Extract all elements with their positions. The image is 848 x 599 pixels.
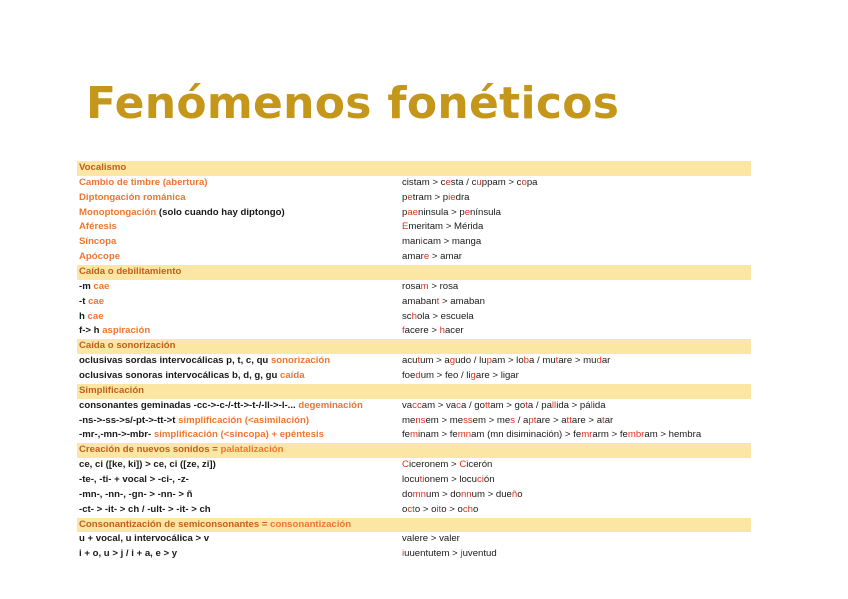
phonetics-table bbox=[77, 161, 751, 562]
left-text-segment: oclusivas sonoras intervocálicas b, d, g, gu bbox=[79, 370, 281, 382]
right-text-segment: ppam > c bbox=[481, 176, 522, 188]
phenomenon-cell bbox=[77, 191, 402, 206]
left-text-segment: h bbox=[79, 310, 88, 322]
left-text-segment: simplificación (<asimilación) bbox=[178, 414, 310, 426]
right-text-segment: h bbox=[439, 325, 445, 337]
right-text-segment: d bbox=[596, 355, 602, 367]
phenomenon-cell bbox=[77, 206, 402, 221]
example-cell bbox=[402, 250, 751, 265]
table-row bbox=[77, 235, 751, 250]
right-text-segment: cam > manga bbox=[422, 236, 482, 248]
left-text-segment: simplificación (<síncopa) + epéntesis bbox=[153, 429, 324, 441]
phenomenon-cell bbox=[77, 488, 402, 503]
phenomenon-cell bbox=[77, 310, 402, 325]
right-text-segment: uventud bbox=[462, 548, 497, 560]
example-cell bbox=[402, 428, 751, 443]
right-text-segment: ola > escuela bbox=[416, 310, 474, 322]
table-row bbox=[77, 399, 751, 414]
left-text-segment: aspiración bbox=[102, 325, 151, 337]
example-cell bbox=[402, 235, 751, 250]
right-text-segment: j bbox=[460, 548, 463, 560]
example-cell bbox=[402, 532, 751, 547]
right-text-segment: a / pa bbox=[527, 399, 552, 411]
right-text-segment: valere > valer bbox=[402, 533, 460, 545]
right-text-segment: sc bbox=[402, 310, 412, 322]
table-row bbox=[77, 547, 751, 562]
right-text-segment: ón bbox=[483, 474, 495, 486]
phenomenon-cell bbox=[77, 503, 402, 518]
right-text-segment: > rosa bbox=[428, 280, 459, 292]
right-text-segment: ns bbox=[415, 414, 426, 426]
example-cell bbox=[402, 399, 751, 414]
left-text-segment: cae bbox=[88, 295, 105, 307]
left-text-segment: Aféresis bbox=[79, 221, 117, 233]
right-text-segment: ar bbox=[604, 414, 614, 426]
right-text-segment: C bbox=[459, 459, 467, 471]
phenomenon-cell bbox=[77, 235, 402, 250]
right-text-segment: > amaban bbox=[439, 295, 485, 307]
right-text-segment: am > go bbox=[490, 399, 526, 411]
left-text-segment: Apócope bbox=[79, 251, 121, 263]
right-text-segment: e bbox=[445, 176, 451, 188]
table-row bbox=[77, 324, 751, 339]
right-text-segment: t bbox=[555, 355, 559, 367]
phenomenon-cell bbox=[77, 547, 405, 562]
left-text-segment: Caída o sonorización bbox=[79, 340, 176, 352]
right-text-segment: tram > p bbox=[412, 191, 449, 203]
left-text-segment: Monoptongación bbox=[79, 206, 157, 218]
right-text-segment: o bbox=[402, 503, 408, 515]
section-header-row bbox=[77, 384, 751, 399]
right-text-segment: p bbox=[486, 355, 492, 367]
right-text-segment: cistam > c bbox=[402, 176, 446, 188]
right-text-segment: e bbox=[407, 191, 413, 203]
phenomenon-cell bbox=[77, 518, 402, 533]
left-text-segment: ce, ci ([ke, ki]) > ce, ci ([ze, zi]) bbox=[79, 459, 216, 471]
phenomenon-cell bbox=[77, 220, 402, 235]
left-text-segment: palatalización bbox=[220, 444, 284, 456]
left-text-segment: u + vocal, u intervocálica > v bbox=[79, 533, 210, 545]
right-text-segment: um > feo / li bbox=[420, 370, 471, 382]
right-text-segment: h bbox=[411, 310, 417, 322]
left-text-segment: -mr-,-mn->-mbr- bbox=[79, 429, 154, 441]
right-text-segment: nn bbox=[460, 488, 472, 500]
left-text-segment: -ns->-ss->s/-pt->-tt->t bbox=[79, 414, 179, 426]
left-text-segment: Vocalismo bbox=[79, 162, 127, 173]
right-text-segment: t bbox=[436, 295, 440, 307]
right-text-segment: are > mu bbox=[558, 355, 597, 367]
table-row bbox=[77, 250, 751, 265]
right-text-segment: locu bbox=[402, 474, 420, 486]
table-row bbox=[77, 414, 751, 429]
phenomenon-cell bbox=[77, 265, 402, 280]
right-text-segment: t bbox=[525, 399, 528, 411]
left-text-segment: Caída o debilitamiento bbox=[79, 266, 182, 278]
right-text-segment: inam > fe bbox=[418, 429, 458, 441]
right-text-segment: u bbox=[476, 176, 482, 188]
left-text-segment: Cambio de timbre (abertura) bbox=[79, 176, 208, 188]
right-text-segment: m bbox=[420, 280, 429, 292]
phenomenon-cell bbox=[77, 473, 402, 488]
section-header-row bbox=[77, 265, 751, 280]
right-text-segment: e bbox=[423, 251, 430, 263]
right-text-segment: c bbox=[456, 399, 461, 411]
left-text-segment: -m bbox=[79, 280, 94, 292]
left-text-segment: Diptongación románica bbox=[79, 191, 186, 203]
section-header-row bbox=[77, 339, 751, 354]
right-text-segment: foe bbox=[402, 370, 416, 382]
right-text-segment: iceronem > bbox=[408, 459, 460, 471]
right-text-segment: udo / lu bbox=[455, 355, 487, 367]
example-cell bbox=[402, 220, 751, 235]
table-row bbox=[77, 369, 751, 384]
right-text-segment: are > a bbox=[571, 414, 603, 426]
phenomenon-cell bbox=[77, 428, 402, 443]
right-text-segment: mbr bbox=[627, 429, 645, 441]
phenomenon-cell bbox=[77, 443, 402, 458]
right-text-segment: b bbox=[523, 355, 529, 367]
table-row bbox=[77, 354, 751, 369]
right-text-segment: ida > pá bbox=[556, 399, 591, 411]
phenomenon-cell bbox=[77, 250, 402, 265]
left-text-segment: -t bbox=[79, 295, 89, 307]
example-cell bbox=[402, 295, 751, 310]
phenomenon-cell bbox=[77, 458, 402, 473]
left-text-segment: i + o, u > j / i + a, e > y bbox=[79, 548, 178, 560]
example-cell bbox=[402, 369, 751, 384]
left-text-segment: (solo cuando hay diptongo) bbox=[156, 206, 285, 218]
right-text-segment: a / mu bbox=[529, 355, 556, 367]
right-text-segment: E bbox=[402, 221, 409, 233]
phenomenon-cell bbox=[77, 354, 402, 369]
table-row bbox=[77, 473, 751, 488]
example-cell bbox=[402, 488, 751, 503]
left-text-segment: caída bbox=[280, 370, 305, 382]
right-text-segment: pt bbox=[528, 414, 537, 426]
right-text-segment: am (mn disiminación) > fe bbox=[471, 429, 582, 441]
right-text-segment: t bbox=[417, 355, 421, 367]
right-text-segment: mn bbox=[457, 429, 472, 441]
left-text-segment: f-> h bbox=[79, 325, 103, 337]
example-cell bbox=[402, 473, 751, 488]
example-cell bbox=[402, 458, 751, 473]
right-text-segment: icerón bbox=[466, 459, 493, 471]
example-cell bbox=[402, 414, 751, 429]
phenomenon-cell bbox=[77, 384, 402, 399]
right-text-segment: nínsula bbox=[470, 206, 501, 218]
right-text-segment: em > me bbox=[425, 414, 464, 426]
left-text-segment: Consonantización de semiconsonantes = bbox=[79, 518, 271, 530]
left-text-segment: -mn-, -nn-, -gn- > -nn- > ñ bbox=[79, 488, 193, 500]
right-text-segment: i bbox=[402, 548, 405, 560]
left-text-segment: Creación de nuevos sonidos = bbox=[79, 444, 221, 456]
table-row bbox=[77, 310, 751, 325]
left-text-segment: sonorización bbox=[270, 355, 331, 367]
phenomenon-cell bbox=[77, 369, 402, 384]
right-text-segment: um > due bbox=[471, 488, 512, 500]
right-text-segment: ci bbox=[476, 474, 484, 486]
right-text-segment: am > hembra bbox=[644, 429, 702, 441]
right-text-segment: ct bbox=[407, 503, 415, 515]
right-text-segment: amar bbox=[402, 251, 424, 263]
right-text-segment: acu bbox=[402, 355, 418, 367]
example-cell bbox=[402, 354, 751, 369]
phenomenon-cell bbox=[77, 414, 402, 429]
phenomenon-cell bbox=[77, 176, 402, 191]
right-text-segment: p bbox=[402, 206, 408, 218]
right-text-segment: am > va bbox=[421, 399, 457, 411]
right-text-segment: ñ bbox=[511, 488, 518, 500]
right-text-segment: ll bbox=[551, 399, 557, 411]
right-text-segment: d bbox=[415, 370, 421, 382]
right-text-segment: em > me bbox=[472, 414, 511, 426]
table-row bbox=[77, 532, 751, 547]
phenomenon-cell bbox=[77, 339, 402, 354]
right-text-segment: acer bbox=[444, 325, 464, 337]
right-text-segment: > amar bbox=[429, 251, 462, 263]
right-text-segment: mn bbox=[412, 488, 426, 500]
example-cell bbox=[402, 280, 751, 295]
page-title: Fenómenos fonéticos bbox=[86, 78, 620, 129]
right-text-segment: ninsula > p bbox=[418, 206, 465, 218]
right-text-segment: tt bbox=[484, 399, 491, 411]
right-text-segment: o bbox=[517, 488, 523, 500]
right-text-segment: ss bbox=[463, 414, 473, 426]
right-text-segment: rosa bbox=[402, 280, 421, 292]
example-cell bbox=[402, 324, 751, 339]
phenomenon-cell bbox=[77, 161, 402, 176]
right-text-segment: cc bbox=[412, 399, 422, 411]
right-text-segment: f bbox=[402, 325, 405, 337]
table-row bbox=[77, 191, 751, 206]
example-cell bbox=[402, 547, 751, 562]
right-text-segment: acere > bbox=[404, 325, 440, 337]
right-text-segment: amaban bbox=[402, 295, 437, 307]
table-row bbox=[77, 176, 751, 191]
right-text-segment: i bbox=[420, 236, 423, 248]
right-text-segment: pa bbox=[526, 176, 538, 188]
table-row bbox=[77, 488, 751, 503]
right-text-segment: g bbox=[470, 370, 476, 382]
right-text-segment: o bbox=[521, 176, 527, 188]
right-text-segment: sta / c bbox=[450, 176, 477, 188]
right-text-segment: g bbox=[449, 355, 456, 367]
right-text-segment: it bbox=[436, 503, 442, 515]
right-text-segment: m bbox=[410, 429, 419, 441]
right-text-segment: do bbox=[402, 488, 413, 500]
right-text-segment: ida bbox=[592, 399, 606, 411]
table-row bbox=[77, 458, 751, 473]
right-text-segment: l bbox=[590, 399, 593, 411]
right-text-segment: um > do bbox=[426, 488, 461, 500]
example-cell bbox=[402, 503, 751, 518]
right-text-segment: ae bbox=[407, 206, 419, 218]
right-text-segment: s bbox=[510, 414, 516, 426]
left-text-segment: cae bbox=[93, 280, 110, 292]
right-text-segment: ie bbox=[448, 191, 456, 203]
right-text-segment: um > a bbox=[420, 355, 450, 367]
right-text-segment: tt bbox=[566, 414, 572, 426]
phenomenon-cell bbox=[77, 324, 402, 339]
example-cell bbox=[402, 206, 751, 221]
right-text-segment: are > a bbox=[536, 414, 567, 426]
section-header-row bbox=[77, 161, 751, 176]
right-text-segment: fe bbox=[402, 429, 411, 441]
right-text-segment: o > o bbox=[441, 503, 463, 515]
table-row bbox=[77, 220, 751, 235]
right-text-segment: / a bbox=[515, 414, 529, 426]
right-text-segment: va bbox=[402, 399, 413, 411]
phenomenon-cell bbox=[77, 532, 402, 547]
right-text-segment: dra bbox=[455, 191, 470, 203]
right-text-segment: p bbox=[402, 191, 408, 203]
left-text-segment: consonantes geminadas -cc->-c-/-tt->-t-/-ll->-l-... bbox=[79, 399, 299, 411]
phenomenon-cell bbox=[77, 399, 402, 414]
table-row bbox=[77, 295, 751, 310]
right-text-segment: arm > fe bbox=[592, 429, 628, 441]
left-text-segment: Síncopa bbox=[79, 236, 117, 248]
right-text-segment: ar bbox=[601, 355, 611, 367]
left-text-segment: consonantización bbox=[270, 518, 352, 530]
left-text-segment: oclusivas sordas intervocálicas p, t, c, qu bbox=[79, 355, 271, 367]
left-text-segment: -ct- > -it- > ch / -ult- > -it- > ch bbox=[79, 503, 211, 515]
right-text-segment: ti bbox=[419, 474, 425, 486]
phenomenon-cell bbox=[77, 280, 402, 295]
right-text-segment: onem > locu bbox=[424, 474, 477, 486]
right-text-segment: ch bbox=[462, 503, 473, 515]
table-row bbox=[77, 428, 751, 443]
right-text-segment: am > lo bbox=[491, 355, 524, 367]
right-text-segment: me bbox=[402, 414, 416, 426]
right-text-segment: e bbox=[464, 206, 471, 218]
right-text-segment: uuentutem > bbox=[404, 548, 461, 560]
right-text-segment: a / go bbox=[460, 399, 485, 411]
right-text-segment: o bbox=[472, 503, 479, 515]
left-text-segment: cae bbox=[87, 310, 104, 322]
right-text-segment: o > o bbox=[414, 503, 437, 515]
right-text-segment: are > ligar bbox=[475, 370, 519, 382]
example-cell bbox=[402, 310, 751, 325]
right-text-segment: t bbox=[602, 414, 605, 426]
right-text-segment: man bbox=[402, 236, 421, 248]
right-text-segment: C bbox=[402, 459, 409, 471]
right-text-segment: meritam > Mérida bbox=[408, 221, 484, 233]
table-row bbox=[77, 280, 751, 295]
phenomenon-cell bbox=[77, 295, 402, 310]
left-text-segment: degeminación bbox=[298, 399, 363, 411]
example-cell bbox=[402, 191, 751, 206]
section-header-row bbox=[77, 443, 751, 458]
table-row bbox=[77, 503, 751, 518]
left-text-segment: Simplificación bbox=[79, 384, 145, 396]
left-text-segment: -te-, -ti- + vocal > -ci-, -z- bbox=[79, 474, 189, 486]
right-text-segment: mr bbox=[581, 429, 593, 441]
section-header-row bbox=[77, 518, 751, 533]
example-cell bbox=[402, 176, 751, 191]
table-row bbox=[77, 206, 751, 221]
